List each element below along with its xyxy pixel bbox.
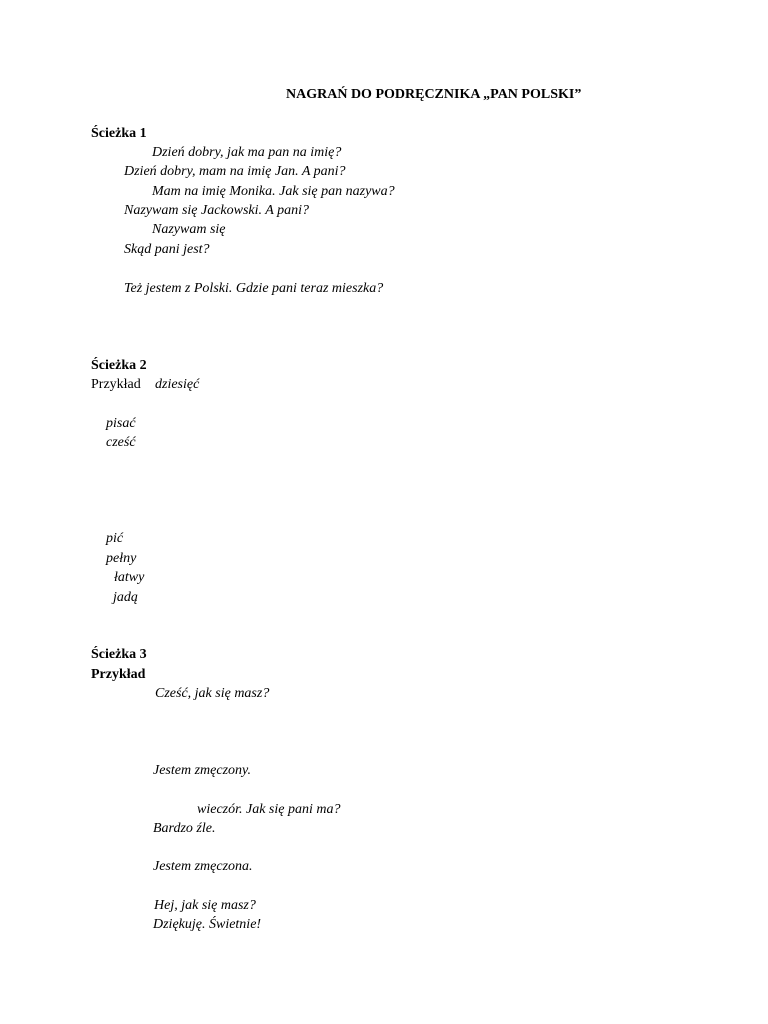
dialogue-line: Dzień dobry, jak ma pan na imię? — [152, 145, 342, 160]
example-label-bold: Przykład — [91, 667, 146, 682]
word-item: pisać — [106, 416, 136, 431]
dialogue-line: Bardzo źle. — [153, 821, 216, 836]
dialogue-line: Dzień dobry, mam na imię Jan. A pani? — [124, 164, 346, 179]
dialogue-line: Jestem zmęczona. — [153, 859, 253, 874]
dialogue-line: Hej, jak się masz? — [154, 898, 256, 913]
dialogue-line: Też jestem z Polski. Gdzie pani teraz mieszka? — [124, 281, 384, 296]
word-item: pić — [106, 531, 124, 546]
example-word: dziesięć — [155, 377, 200, 392]
dialogue-line: Skąd pani jest? — [124, 242, 210, 257]
dialogue-line: Nazywam się Jackowski. A pani? — [124, 203, 309, 218]
section-heading-3: Ścieżka 3 — [91, 647, 147, 662]
word-item: pełny — [106, 551, 137, 566]
dialogue-line: Mam na imię Monika. Jak się pan nazywa? — [152, 184, 395, 199]
dialogue-line: wieczór. Jak się pani ma? — [197, 802, 341, 817]
page-title: NAGRAŃ DO PODRĘCZNIKA „PAN POLSKI” — [286, 87, 582, 102]
word-item: łatwy — [114, 570, 145, 585]
word-item: cześć — [106, 435, 136, 450]
dialogue-line: Nazywam się — [152, 222, 226, 237]
dialogue-line: Dziękuję. Świetnie! — [153, 917, 262, 932]
word-item: jadą — [113, 590, 138, 605]
example-label: Przykład — [91, 377, 141, 392]
section-heading-2: Ścieżka 2 — [91, 358, 147, 373]
dialogue-line: Cześć, jak się masz? — [155, 686, 270, 701]
section-heading-1: Ścieżka 1 — [91, 126, 147, 141]
dialogue-line: Jestem zmęczony. — [153, 763, 251, 778]
